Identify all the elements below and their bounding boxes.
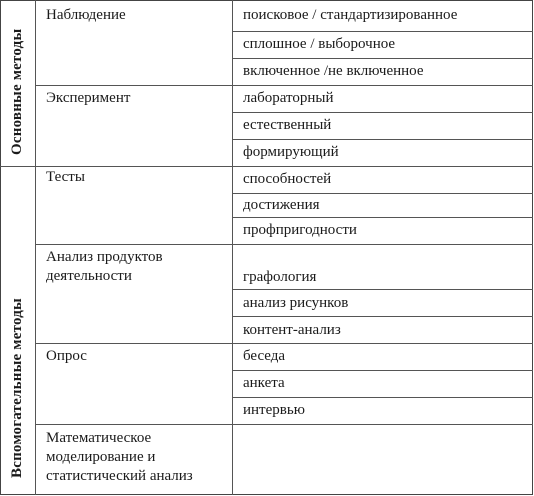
method-name-line: статистический анализ [46,468,193,484]
subrow-divider [232,112,533,113]
row-divider [35,85,533,86]
row-divider [35,424,533,425]
subrow-divider [232,370,533,371]
method-type: беседа [243,348,286,364]
method-type: лабораторный [243,90,334,106]
method-type: формирующий [243,144,339,160]
method-type: включенное /не включенное [243,63,424,79]
category-divider [0,166,533,167]
category-label-auxiliary: Вспомогательные методы [9,298,25,478]
method-type: естественный [243,117,332,133]
method-type: анкета [243,375,285,391]
method-name-line: Анализ продуктов [46,249,163,265]
method-name-line: Математическое [46,430,152,446]
row-divider [35,343,533,344]
method-type: достижения [243,197,320,213]
category-column-divider [35,0,36,495]
method-name: Эксперимент [46,90,131,106]
subrow-divider [232,139,533,140]
subrow-divider [232,193,533,194]
method-name: Тесты [46,169,85,185]
method-type: сплошное / выборочное [243,36,396,52]
subrow-divider [232,31,533,32]
subrow-divider [232,316,533,317]
method-type: графология [243,269,317,285]
method-type: поисковое / стандартизированное [243,7,458,23]
subrow-divider [232,58,533,59]
method-type: контент-анализ [243,322,341,338]
method-type: профпригодности [243,222,357,238]
row-divider [35,244,533,245]
subrow-divider [232,397,533,398]
category-label-main: Основные методы [9,28,25,155]
method-name: Наблюдение [46,7,126,23]
method-type: анализ рисунков [243,295,349,311]
method-name-line: моделирование и [46,449,156,465]
method-type: интервью [243,402,305,418]
subrow-divider [232,289,533,290]
method-name-line: деятельности [46,268,132,284]
method-name: Опрос [46,348,87,364]
method-column-divider [232,0,233,495]
subrow-divider [232,217,533,218]
method-type: способностей [243,171,332,187]
